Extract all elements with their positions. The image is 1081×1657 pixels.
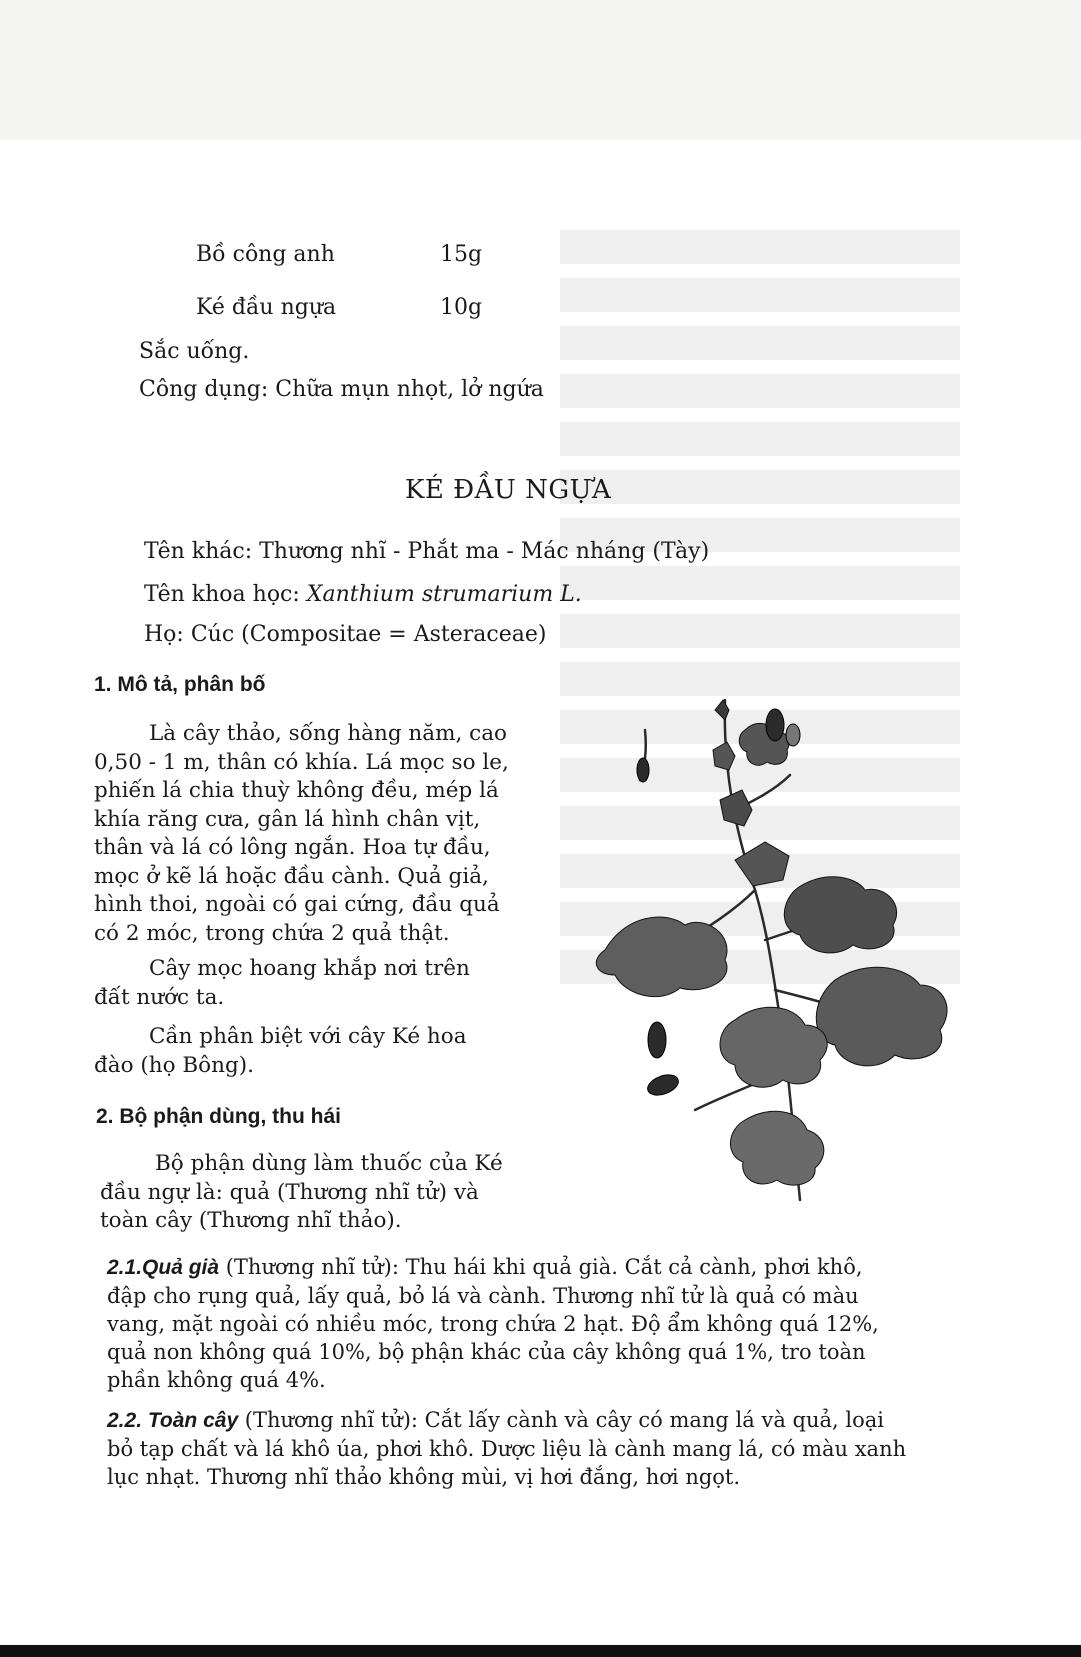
text-line: đất nước ta. bbox=[94, 984, 225, 1010]
text-line: đập cho rụng quả, lấy quả, bỏ lá và cành. Thương nhĩ tử là quả có màu bbox=[107, 1284, 859, 1308]
text-line: đào (họ Bông). bbox=[94, 1052, 254, 1078]
scientific-name-label: Tên khoa học: bbox=[144, 582, 307, 607]
text-line: toàn cây (Thương nhĩ thảo). bbox=[100, 1208, 402, 1233]
text-line: 0,50 - 1 m, thân có khía. Lá mọc so le, bbox=[94, 749, 509, 775]
recipe-item-name: Bồ công anh bbox=[196, 242, 335, 267]
text-line: thân và lá có lông ngắn. Hoa tự đầu, bbox=[94, 835, 491, 860]
text-line: Cần phân biệt với cây Ké hoa bbox=[149, 1024, 467, 1049]
text-line: có 2 móc, trong chứa 2 quả thật. bbox=[94, 920, 450, 946]
section-heading: 2. Bộ phận dùng, thu hái bbox=[96, 1105, 341, 1128]
other-names: Tên khác: Thương nhĩ - Phắt ma - Mác nháng (Tày) bbox=[144, 539, 710, 564]
scientific-name: Xanthium strumarium L. bbox=[306, 582, 582, 607]
subsection-fruit bbox=[107, 1253, 962, 1394]
text-line: mọc ở kẽ lá hoặc đầu cành. Quả giả, bbox=[94, 863, 489, 889]
family: Họ: Cúc (Compositae = Asteraceae) bbox=[144, 622, 547, 647]
subsection-text: (Thương nhĩ tử): Cắt lấy cành và cây có mang lá và quả, loại bbox=[238, 1408, 884, 1432]
subsection-label: 2.1.Quả già bbox=[107, 1256, 220, 1279]
section-heading: 1. Mô tả, phân bố bbox=[94, 673, 266, 696]
text-line: phiến lá chia thuỳ không đều, mép lá bbox=[94, 778, 499, 803]
subsection-label: 2.2. Toàn cây bbox=[107, 1409, 239, 1432]
scientific-name-line bbox=[144, 580, 582, 610]
subsection-whole-plant bbox=[107, 1406, 962, 1491]
subsection-text: (Thương nhĩ tử): Thu hái khi quả già. Cắt cả cành, phơi khô, bbox=[219, 1255, 863, 1279]
section1-paragraph bbox=[94, 1023, 526, 1080]
text-line: vang, mặt ngoài có nhiều móc, trong chứa 2 hạt. Độ ẩm không quá 12%, bbox=[107, 1312, 879, 1336]
text-line: đầu ngự là: quả (Thương nhĩ tử) và bbox=[100, 1179, 479, 1205]
text-line: Bộ phận dùng làm thuốc của Ké bbox=[155, 1151, 503, 1176]
text-line: khía răng cưa, gân lá hình chân vịt, bbox=[94, 806, 481, 832]
text-line bbox=[107, 1253, 962, 1282]
section2-paragraph bbox=[100, 1150, 528, 1236]
text-line: lục nhạt. Thương nhĩ thảo không mùi, vị hơi đắng, hơi ngọt. bbox=[107, 1465, 741, 1489]
recipe-item-qty: 10g bbox=[440, 295, 483, 320]
recipe-item-qty: 15g bbox=[440, 242, 483, 267]
xanthium-plant-illustration bbox=[585, 690, 955, 1210]
text-line: bỏ tạp chất và lá khô úa, phơi khô. Dược liệu là cành mang lá, có màu xanh bbox=[107, 1437, 907, 1461]
text-line: hình thoi, ngoài có gai cứng, đầu quả bbox=[94, 892, 500, 917]
section1-paragraph bbox=[94, 955, 526, 1012]
text-line: Là cây thảo, sống hàng năm, cao bbox=[149, 721, 507, 746]
recipe-preparation: Sắc uống. bbox=[139, 339, 250, 364]
text-line: Cây mọc hoang khắp nơi trên bbox=[149, 956, 470, 981]
scan-edge bbox=[0, 1645, 1081, 1657]
section1-paragraph bbox=[94, 720, 526, 948]
recipe-item-name: Ké đầu ngựa bbox=[196, 295, 337, 320]
page-title: KÉ ĐẦU NGỰA bbox=[405, 475, 612, 505]
text-line: phần không quá 4%. bbox=[107, 1368, 326, 1392]
recipe-usage: Công dụng: Chữa mụn nhọt, lở ngứa bbox=[139, 377, 544, 402]
text-line: quả non không quá 10%, bộ phận khác của cây không quá 1%, tro toàn bbox=[107, 1340, 866, 1364]
text-line bbox=[107, 1406, 962, 1435]
